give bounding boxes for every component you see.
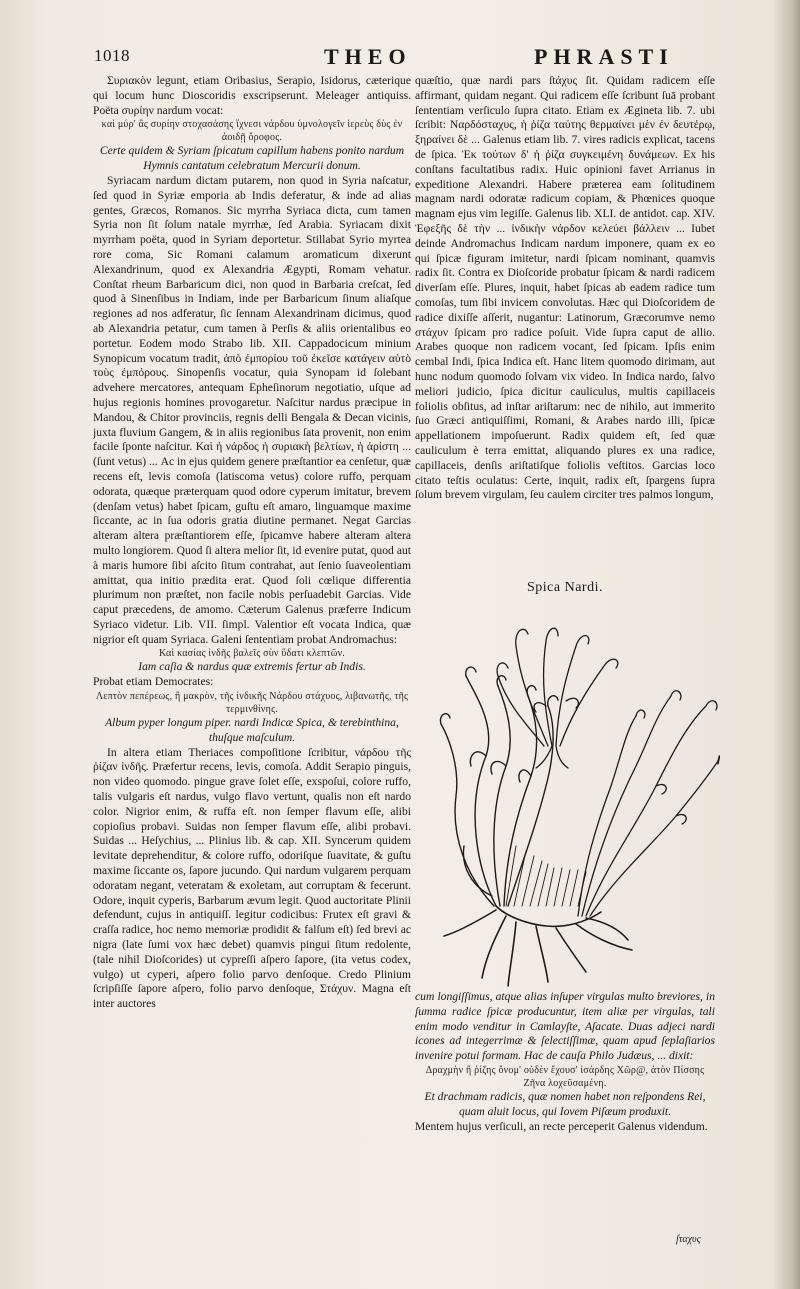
right-text-column-bottom (415, 990, 715, 1250)
paragraph: Probat etiam Democrates: (93, 675, 214, 689)
left-text-column (93, 74, 411, 1254)
paragraph: quæſtio, quæ nardi pars ſtάχυς ſit. Quidam radicem eſſe affirmant, quidam negant. Qui radicem eſſe ſcribunt ſuā probant ſententiam verſiculo ſupra citato. Etiam ex Ægineta lib. 7. ubi ſcribit: Ναρδόσταχυς, ἡ ῥίζα ταύτης θερμαίνει μὲν ἐν δευτέρῳ, ξηραίνει δὲ ... Galenus etiam lib. 7. vires radicis explicat, tacens de ſpica. Ἐκ τούτων δ' ἡ ῥίζα συγκειμένη δυνάμεων. Ex his conſtans facultatibus radix. Huic opinioni favet Arrianus in expeditione Alexandri. Habere præterea eam ſolitudinem magnam nardi odoratæ radicum copiam, & Phœnices quoque magnam ejus vim legiſſe. Galenus lib. XLI. de antidot. cap. XIV. Ἐφεξῆς δὲ τὴν ... ἰνδικὴν νάρδον κελεύει βάλλειν ... Iubet deinde Andromachus Indicam nardum imponere, quam ex eo qui ſpicæ figuram imitetur, nardi ſpicam nominant, quamvis radix ſit. Contra ex Dioſcoride probatur ſpicam & nardi radicem diverſam eſſe. Plures, inquit, habet ſpicas ab eadem radice tum comoſas, tum ſibi invicem convolutas. Hæc qui Dioſcoridem de radice dixiſſe aſſerit, nugantur: Latinorum, Græcorumve nemo στάχυν ſpicam pro radice poſuit. Vide ſupra caput de allio. Arabes quoque non radicem vocant, ſed ſpicam. Ipſis enim cembal Indi, ſpica Indica eſt. Hanc litem quomodo dirimam, aut hunc nodum quomodo ſolvam vix video. In Indica nardo, ſalvo meliori judicio, ſpica dicitur cauliculus, multis capillaceis foliolis obſitus, ad inſtar ariſtarum: nec de nihilo, aut immerito ſuo Græci antiquiſſimi, Romani, & Arabes nardo illi, ſpicæ appellationem impoſuerunt. Radix quidem eſt, ſed quæ cauliculum è terra emittat, aliquando plures ex una radice, capillaceis, denſis ariſtatiſque foliolis veſtitos. Garcias loco citato teſtis oculatus: Certe, inquit, radix eſt, ſpargens ſupra ſolum brevem virgulam, ſeu caulem circiter tres palmos longum, (415, 74, 715, 502)
greek-verse: Καὶ κασίας ἰνδῆς βαλεῖς σὺν ὕδατι κλεπτῶν. (158, 648, 346, 660)
spica-nardi-woodcut (436, 606, 720, 990)
latin-verse: Iam caſia & nardus quæ extremis fertur ab Indis. (138, 660, 366, 674)
paragraph: In altera etiam Theriaces compoſitione ſcribitur, νάρδου τῆς ῥίζαν ἰνδῆς. Præfertur recens, levis, comoſa. Addit Serapio pinguis, non video quomodo. pingue grave ſolet eſſe, exspoſui, colore ruffo, talis vulgaris eſt nardus, vulgo flavo vertunt, qualis non eſt nardo color. Nigrior enim, & ruffa eſt. non ſemper flavum eſſe, alibi copioſius probavi. Suidas non ſemper flavum eſſe, alibi probavi. Suidas ... Heſychius, ... Plinius lib. & cap. XII. Syncerum quidem levitate deprehenditur, & colore ruffo, odoriſque ſuavitate, & guſtu maxime ſiccante os, ſapore jucundo. Qui nardum vulgarem perquam odoratam negant, veteratam & exoletam, aut corruptam & fecerunt. Odore, inquit cyperis, Barbarum ævum legit. Quod auctoritate Plinii defendunt, cujus in antiquiſſ. legitur codicibus: Frutex eſt gravi & craſſa radice, hoc nemo memoriæ prodidit & falſum eſt) ſed brevi ac nigra (late ſumi vox hæc debet) quamvis pingui ſitum redolente, (tale nihil Dioſcorides) ut cypreſſi aſpero ſapore, (ita vetus codex, vulgo) ut cyperi, aſpero folio parvo denſoque. Credo Plinium ſcripſiſſe ſapore aſpero, folio parvo denſoque, Στάχυν. Magna eſt inter auctores (93, 745, 411, 1011)
paragraph: Syriacam nardum dictam putarem, non quod in Syria naſcatur, ſed quod in Syriæ emporia ab Indis deferatur, & inde ad alias gentes, Græcos, Romanos. Sic myrrha Syriaca dicta, cum tamen Syria non ſit ſolum natale myrrhæ, ſed Arabia. Syriacam dixit myrrham poëta, quod in Syriam deportetur. Stillabat Syrio myrtea rore coma, Sic Romani calamum aromaticum dixerunt Alexandrinum, quod ex Alexandria Ægypti, Romam vehatur. Conſtat rheum Barbaricum dici, non quod in Barbaria creſcat, ſed quod à Sinenſibus in Indiam, inde per Barbaricum ſinum aliaſque regiones ad nos adferatur, ſic ſennam Alexandrinam dicimus, quod ab Alexandria petatur, cum tamen à Perſis & aliis orientalibus eo portetur. Eodem modo Strabo lib. XII. Cappadocicum minium Synopicum vocatum tradit, ἀπὸ ἐμπορίου τοῦ ἐκεῖσε κατάγειν αὐτὸ τοὺς ἐμπόρους. Sinopenſis vocatur, quia Synopam id ſolebant advehere mercatores, antequam Epheſinorum negotiatio, uſque ad hujus regionis homines provogaretur. Naſcitur nardus præcipue in Mandou, & Chitor provinciis, regnis delli Bengala & Decan vicinis, juxta fluvium Gangem, & in aliis regionibus ſata provenit, non enim facile ſponte naſcitur. Καὶ ἡ νάρδος ἡ συριακὴ βελτίων, ἡ ἀρίστη ... (ſunt vetus) ... Ac in ejus quidem genere præſtantior ea cenſetur, quæ recens eſt, levis comoſa (latiscoma vetus) colore ruffo, perquam odorata, quæque præterquam quod odore cyperum imitatur, brevem (denſam vetus) habet ſpicam, guſtu eſt amaro, linguamque maxime ſiccante, ac in ſua odoris gratia diutine permanet. Negat Garcias alteram altera præſtantiorem eſſe, ſpicamve habere alteram altera multo longiorem. Quod ſi altera melior ſit, id evenire putat, quod aut à maris humore ſibi aſcito ſitum contrahat, aut ſenio ſuaveolentiam amittat, qua initio prædita erat. Quod ſoli cœlique differentia plurimum non præſtet, non facile nobis perſuadebit Garcias. Vide caput præcedens, de amomo. Cæterum Galenus præferre Indicum Syriaco videtur. Lib. VII. ſimpl. Valentior eſt vocata Indica, quæ nigrior eſt quam Syriaca. Galeni ſententiam probat Andromachus: (93, 173, 411, 646)
page-spine-shadow (774, 0, 800, 1289)
roots (444, 906, 632, 986)
greek-verse: καὶ μύρ' ἃς συρίην στοχασάσης ἴχνεσι νάρδου ὑμνολογεῖν ἱερεὺς δὺς ἐν ἀοιδῇ ὄροφος. (101, 119, 403, 144)
paragraph: cum longiſſimus, atque alias inſuper virgulas multo breviores, in ſumma radice ſpicæ producuntur, item aliæ per virgulas, tali enim modo venditur in Camlayſte, Aſacate. Duas adjeci nardi icones ad integerrimæ & ſelectiſſimæ, quam apud ſeplaſiarios invenire potui formam. Hac de cauſa Philo Judæus, ... dixit: (415, 990, 715, 1063)
latin-verse: Et drachmam radicis, quæ nomen habet non reſpondens Rei, quam aluit locus, qui Iovem Piſæum produxit. (424, 1089, 706, 1118)
catchword: ſταχυς (676, 1234, 701, 1245)
page-header (94, 44, 734, 72)
latin-verse: Album pyper longum piper. nardi Indicæ Spica, & terebinthina, thuſque maſculum. (105, 716, 399, 744)
latin-verse: Certe quidem & Syriam ſpicatum capillum habens ponito nardum (99, 144, 405, 158)
paragraph: Συριακὸν legunt, etiam Oribasius, Serapio, Isidorus, cæterique qui locum hunc Dioscoridis exscripserunt. Meleager antiquiss. Poëta συρίην nardum vocat: (93, 74, 411, 117)
latin-verse: Hymnis cantatum celebratum Mercurii donum. (143, 159, 361, 173)
greek-verse: Δραχμὴν ἢ ῥίζης ὄνομ' οὐδὲν ἔχουσ' ἰσάρδης Χῶρ@, ἀτὸν Πίσσης Ζῆνα λοχεῦσαμένη. (425, 1064, 705, 1089)
figure-caption: Spica Nardi. (527, 580, 603, 595)
right-plume (578, 691, 720, 916)
paragraph: Mentem hujus verſiculi, an recte perceperit Galenus videndum. (415, 1119, 708, 1133)
greek-verse: Λεπτὸν πεπέρεως, ἢ μακρὸν, τῆς ἰνδικῆς Νάρδου στάχυος, λιβανωτῆς, τῆς τερμινθίνης. (95, 691, 409, 716)
page-number: 1018 (94, 46, 130, 65)
woodcut-illustration (436, 606, 720, 990)
running-title-right: PHRASTI (534, 44, 674, 69)
running-title-left: THEO (324, 44, 412, 69)
right-text-column-top (415, 74, 715, 580)
